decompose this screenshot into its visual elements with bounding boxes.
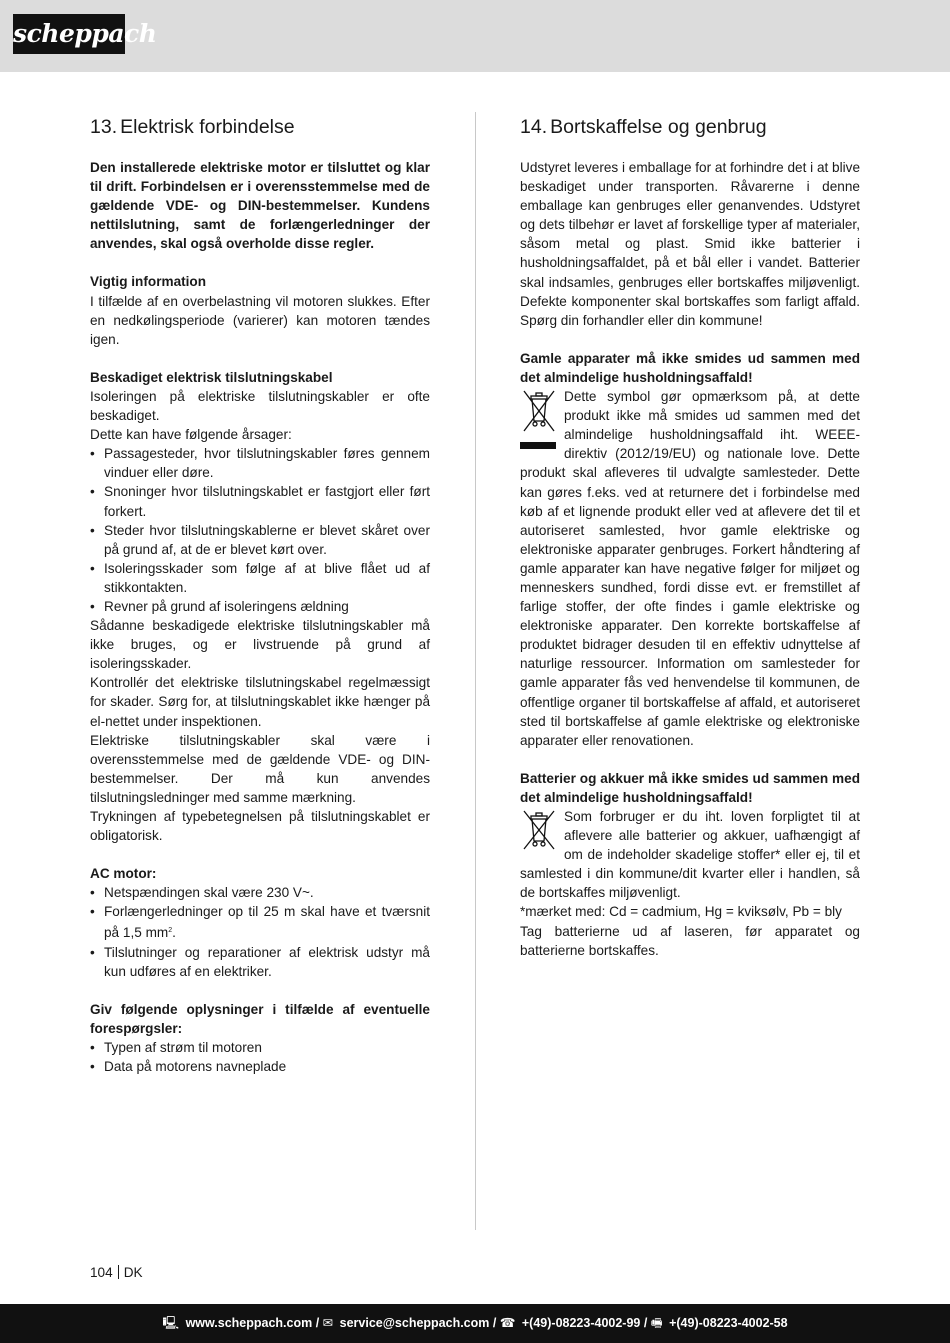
intro-paragraph: Den installerede elektriske motor er tilsluttet og klar til drift. Forbindelsen er i overensstemmelse med de gældende VDE- og DIN-bestemmelser. Kundens nettilslutning, samt de forlængerledninger der anvendes, skal også overholde disse regler.	[90, 160, 430, 252]
footer-separator: /	[489, 1316, 500, 1330]
cable-paragraph: Elektriske tilslutningskabler skal være i overensstemmelse med de gældende VDE- og DIN-bestemmelser. Der må kun anvendes tilslutningsledninger med samme mærkning.	[90, 732, 430, 805]
list-item: • Typen af strøm til motoren	[90, 1038, 430, 1057]
ac-motor-heading: AC motor:	[90, 866, 157, 882]
weee-heading: Gamle apparater må ikke smides ud sammen med det almindelige husholdningsaffald!	[520, 350, 860, 385]
footer-separator: /	[640, 1316, 651, 1330]
cable-paragraph: Isoleringen på elektriske tilslutningskabler er ofte beskadiget.	[90, 388, 430, 424]
weee-text: Dette symbol gør opmærksom på, at dette produkt ikke må smides ud sammen med det almindelige husholdningsaffald iht. WEEE-direktiv (2012/19/EU) og nationale love. Dette produkt skal afleveres til udvalgte samlesteder. Dette kan gøres f.eks. ved at returnere det i forbindelse med køb af et lignende produkt eller ved at aflevere det til et autoriseret samlested, hvor gamle elektriske og elektroniske apparater genbruges. Forkert håndtering af gamle apparater kan have negative følger for miljøet og menneskers sundhed, fordi disse evt. er fremstillet af farlige stoffer, der ofte findes i gamle elektriske og elektroniske apparater. Den korrekte bortskaffelse af produktet bidrager desuden til en effektiv udnyttelse af naturlige ressourcer. Information om samlesteder for gamle apparater fås ved henvendelse til kommunen, de offentlige organer til bortskaffelse af affald, et autoriseret sted til bortskaffelse af gamle elektriske og elektroniske apparater eller renovationen.	[520, 389, 860, 748]
footer-separator: /	[312, 1316, 323, 1330]
column-divider	[475, 112, 476, 1230]
language-code: DK	[123, 1265, 143, 1280]
cable-causes-list	[90, 444, 430, 616]
section-number: 14.	[520, 116, 548, 138]
phone-icon: ☎	[499, 1316, 516, 1330]
cable-paragraph: Trykningen af typebetegnelsen på tilslutningskablet er obligatorisk.	[90, 809, 430, 844]
list-item: • Netspændingen skal være 230 V~.	[90, 883, 430, 902]
extension-cable-text: Forlængerledninger op til 25 m skal have et tværsnit på 1,5 mm	[104, 904, 430, 941]
right-column	[520, 114, 860, 960]
superscript: 2	[168, 927, 173, 935]
list-item: • Tilslutninger og reparationer af elektrisk udstyr må kun udføres af en elektriker.	[90, 943, 430, 981]
header-band	[0, 0, 950, 72]
fax-icon: 🖷	[650, 1316, 663, 1330]
list-item: • Revner på grund af isoleringens ældning	[90, 597, 430, 616]
footer-email[interactable]: service@scheppach.com	[339, 1316, 490, 1330]
cable-heading: Beskadiget elektrisk tilslutningskabel	[90, 369, 333, 385]
crossed-bin-icon	[520, 809, 558, 851]
list-item: • Isoleringsskader som følge af at blive flået ud af stikkontakten.	[90, 559, 430, 597]
cable-paragraph: Sådanne beskadigede elektriske tilslutningskabler må ikke bruges, og er livstruende på grund af isoleringsskader.	[90, 618, 430, 672]
list-item: • Snoninger hvor tilslutningskablet er fastgjort eller ført forkert.	[90, 482, 430, 520]
cable-paragraph: Dette kan have følgende årsager:	[90, 427, 292, 443]
battery-note: *mærket med: Cd = cadmium, Hg = kviksølv, Pb = bly	[520, 904, 842, 920]
battery-paragraph: Tag batterierne ud af laseren, før apparatet og batterierne bortskaffes.	[520, 923, 860, 958]
section-number: 13.	[90, 116, 118, 138]
list-item	[90, 902, 430, 942]
email-icon: ✉	[322, 1316, 334, 1330]
section-13-heading	[90, 114, 430, 140]
left-column	[90, 114, 430, 1076]
important-heading: Vigtig information	[90, 274, 207, 290]
crossed-bin-icon	[520, 389, 558, 449]
cable-paragraph: Kontrollér det elektriske tilslutningskabel regelmæssigt for skader. Sørg for, at tilslutningskablet ikke hænger på el-nettet under inspektionen.	[90, 675, 430, 729]
ac-motor-list	[90, 883, 430, 980]
section-title: Bortskaffelse og genbrug	[550, 116, 767, 138]
footer-website[interactable]: www.scheppach.com	[185, 1316, 313, 1330]
footer-fax: +(49)-08223-4002-58	[669, 1316, 788, 1330]
battery-heading: Batterier og akkuer må ikke smides ud sammen med det almindelige husholdningsaffald!	[520, 770, 860, 805]
section-14-heading	[520, 114, 860, 140]
important-text: I tilfælde af en overbelastning vil motoren slukkes. Efter en nedkølingsperiode (varierer) kan motoren tændes igen.	[90, 293, 430, 347]
battery-text: Som forbruger er du iht. loven forpligtet til at aflevere alle batterier og akkuer, uafhængigt af om de indeholder skadelige stoffer* eller ej, til et samlested i din kommune/dit kvarter eller i handlen, så de bortskaffes miljøvenligt.	[520, 809, 860, 901]
list-item: • Passagesteder, hvor tilslutningskabler føres gennem vinduer eller døre.	[90, 444, 430, 482]
inquiry-heading: Giv følgende oplysninger i tilfælde af eventuelle forespørgsler:	[90, 1001, 430, 1036]
page-number-value: 104	[90, 1265, 113, 1280]
footer-bar	[0, 1304, 950, 1343]
section-title: Elektrisk forbindelse	[120, 116, 295, 138]
inquiry-list	[90, 1038, 430, 1076]
battery-block	[520, 807, 860, 902]
weee-block	[520, 387, 860, 750]
list-item: • Steder hvor tilslutningskablerne er blevet skåret over på grund af, at de er blevet kørt over.	[90, 521, 430, 559]
period: .	[172, 925, 176, 941]
list-item: • Data på motorens navneplade	[90, 1057, 430, 1076]
computer-icon: 🖳	[162, 1316, 180, 1330]
footer-phone: +(49)-08223-4002-99	[521, 1316, 641, 1330]
disposal-paragraph: Udstyret leveres i emballage for at forhindre det i at blive beskadiget under transporten. Råvarerne i denne emballage kan genbruges eller genanvendes. Udstyret og dets tilbehør er lavet af forskellige typer af materialer, såsom metal og plast. Smid ikke batterier i husholdningsaffaldet, på et bål eller i vandet. Batterier skal indsamles, genbruges eller bortskaffes miljøvenligt. Defekte komponenter skal bortskaffes som farligt affald. Spørg din forhandler eller din kommune!	[520, 160, 861, 328]
scheppach-logo: scheppach	[13, 14, 125, 54]
page-number	[90, 1265, 143, 1280]
